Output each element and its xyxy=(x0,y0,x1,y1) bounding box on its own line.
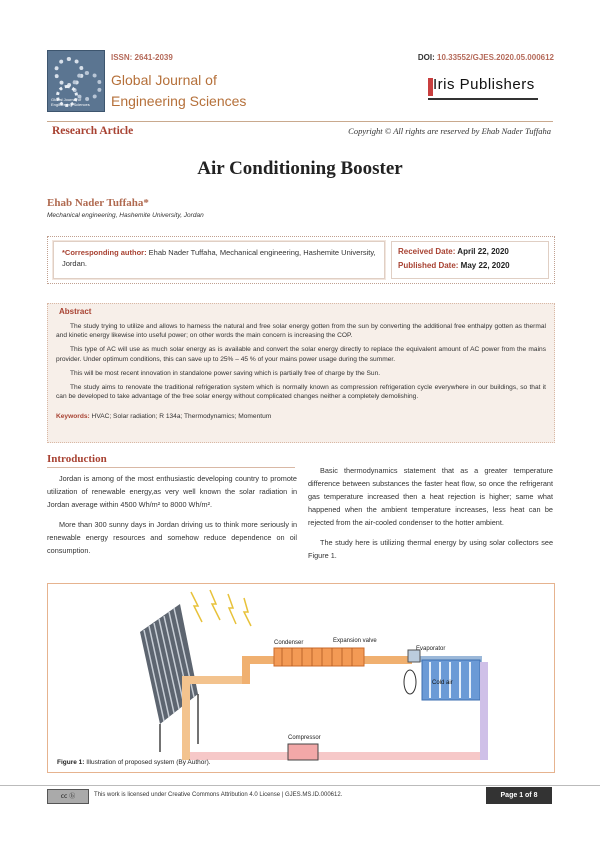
cold-pipe-right xyxy=(480,662,488,760)
section-title-introduction: Introduction xyxy=(47,453,107,465)
abstract-body: The study trying to utilize and allows to harness the natural and free solar energy gotten from the sun by converting the additional free enthalpy gotten as thermal and kinetic energy likewise into useful power; on other words the main concern is increasing the COP. This type of AC will use as much solar energy as is available and convert the solar energy directly to replace the equivalent amount of AC power from the mains provider. Under optimum conditions, this can save up to 25% – 45 % of your mains power usage during the summer. This will be most recent innovation in standalone power saving which is partially free of charge by the Sun. The study aims to renovate the traditional refrigeration system which is normally known as compression refrigeration cycle everywhere in our buildings, so that it can be developed to take advantage of the free solar energy without complicated changes neither a completely demolishing. xyxy=(56,323,546,401)
publisher-logo: Iris Publishers xyxy=(428,76,538,100)
compressor xyxy=(288,744,318,760)
license-text: This work is licensed under Creative Commons Attribution 4.0 License | GJES.MS.ID.000612. xyxy=(94,792,343,798)
affiliation: Mechanical engineering, Hashemite University, Jordan xyxy=(47,212,204,219)
cc-license-badge[interactable]: cc ⓑ xyxy=(47,789,89,804)
copyright: Copyright © All rights are reserved by Ehab Nader Tuffaha xyxy=(348,126,551,136)
condenser xyxy=(274,648,364,666)
figure-1 xyxy=(47,583,555,773)
doi[interactable]: DOI: 10.33552/GJES.2020.05.000612 xyxy=(417,53,554,62)
label-condenser: Condenser xyxy=(274,640,304,646)
keywords: Keywords: HVAC; Solar radiation; R 134a; Thermodynamics; Momentum xyxy=(56,413,272,420)
section-rule xyxy=(47,467,295,468)
figure-caption: Figure 1: Illustration of proposed system (By Author). xyxy=(57,759,211,766)
journal-logo: Global Journal of Engineering Sciences xyxy=(47,50,105,112)
article-type: Research Article xyxy=(52,125,134,137)
corresponding-author: *Corresponding author: Ehab Nader Tuffaha, Mechanical engineering, Hashemite University, Jordan. xyxy=(53,241,385,279)
label-expansion: Expansion valve xyxy=(333,638,377,644)
hot-pipe-left xyxy=(182,684,190,760)
author[interactable]: Ehab Nader Tuffaha* xyxy=(47,197,149,209)
system-diagram xyxy=(48,584,554,772)
return-pipe xyxy=(190,752,480,760)
label-evaporator: Evaporator xyxy=(416,646,446,652)
intro-left-column: Jordan is among of the most enthusiastic developing country to promote utilization of renewable energy,as very well known the solar radiation in Jordan average within 4500 Wh/m² to 8000 Wh/m². More than 300 sunny days in Jordan driving us to think more seriously in renewable energy resources and somehow reduce dependence on oil consumption. xyxy=(47,474,297,555)
header-divider xyxy=(47,121,553,122)
journal-title: Global Journal of Engineering Sciences xyxy=(111,72,247,109)
footer-divider xyxy=(0,785,600,786)
page-title: Air Conditioning Booster xyxy=(197,158,403,179)
label-compressor: Compressor xyxy=(288,735,321,741)
sun-rays xyxy=(191,590,251,626)
dates: Received Date: April 22, 2020 Published Date: May 22, 2020 xyxy=(391,241,549,279)
intro-right-column: Basic thermodynamics statement that as a greater temperature difference between substances the faster heat flow, so once the refrigerant gas temperature increased then a heat rejection is higher; same what happened when the ambient temperature increases, less heat can be rejected from the air-cooled condenser to the hotter ambient. The study here is utilizing thermal energy by using solar collectors see Figure 1. xyxy=(308,466,553,560)
abstract-title: Abstract xyxy=(59,307,92,316)
label-cold-air: Cold air xyxy=(432,680,453,686)
issn: ISSN: 2641-2039 xyxy=(111,53,173,62)
page-number: Page 1 of 8 xyxy=(486,787,552,804)
